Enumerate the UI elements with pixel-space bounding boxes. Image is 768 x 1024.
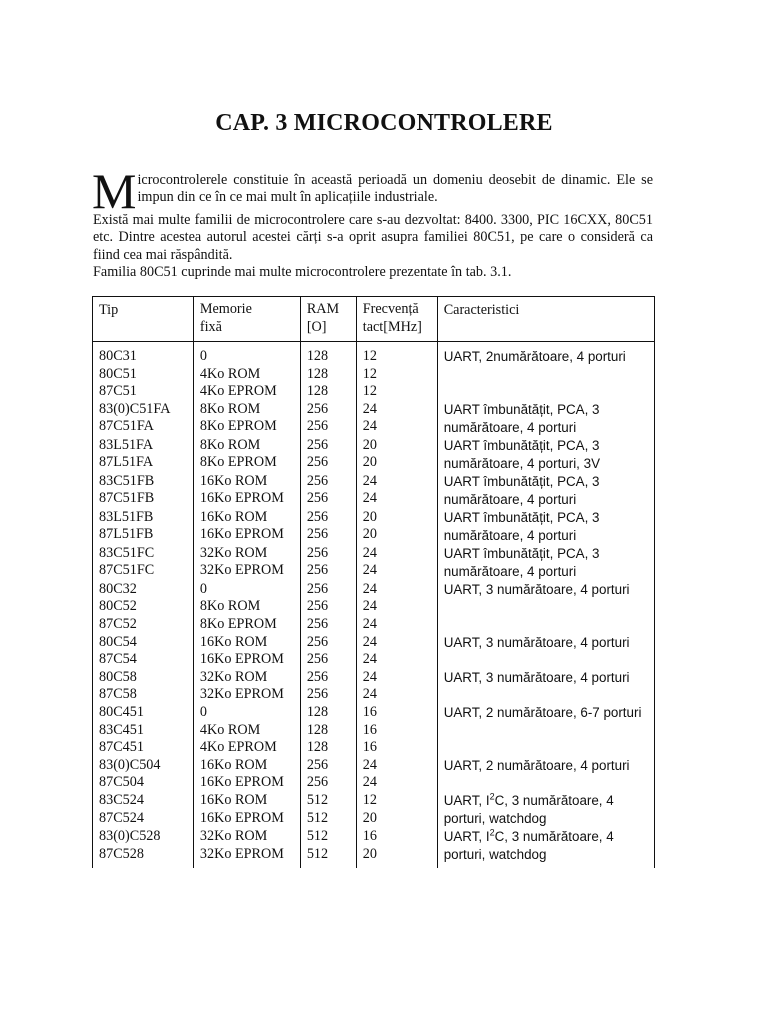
cell-value: 24 [362,418,377,435]
cell-value: 16Ko EPROM [199,490,284,507]
cell-value: 256 [306,756,329,773]
tip-cell [93,581,194,634]
frecventa-cell [356,545,437,581]
features-text: UART, 3 numărătoare, 4 porturi [443,634,630,650]
cell-value: 128 [306,348,329,364]
features-text: UART, $I^2C$, 3 numărătoare, 4 porturi, watchdog [443,791,614,826]
caracteristici-cell [437,757,654,792]
table-row [93,509,655,545]
memorie-cell [193,581,300,634]
frecventa-cell [356,792,437,828]
memorie-cell [193,401,300,437]
memorie-cell [193,509,300,545]
frecventa-cell [356,634,437,669]
cell-value: 16Ko ROM [199,508,268,525]
cell-value: 87C51FC [99,562,155,579]
cell-value: 128 [306,721,329,738]
ram-cell [300,669,356,704]
ram-cell [300,401,356,437]
tip-cell [93,545,194,581]
tip-cell [93,342,194,401]
frecventa-cell [356,757,437,792]
cell-value: 24 [362,633,377,650]
cell-value: 8Ko ROM [199,598,261,615]
cell-value: 16 [362,703,377,720]
table-row [93,437,655,473]
tip-cell [93,792,194,828]
cell-value: 4Ko EPROM [199,739,277,756]
header-caracteristici: Caracteristici [437,297,654,342]
cell-value: 512 [306,791,329,808]
caracteristici-cell [437,669,654,704]
cell-value: 4Ko EPROM [199,383,277,400]
cell-value: 24 [362,490,377,507]
cell-value: 16Ko EPROM [199,774,284,791]
cell-value: 87C51 [99,383,137,400]
cell-value: 24 [362,668,377,685]
cell-value: 83C51FB [99,472,155,489]
cell-value: 256 [306,651,329,668]
table-row [93,473,655,509]
cell-value: 12 [362,383,377,400]
cell-value: 512 [306,845,329,862]
memorie-cell [193,545,300,581]
cell-value: 16Ko ROM [199,633,268,650]
cell-value: 256 [306,472,329,489]
table-row [93,581,655,634]
frecventa-cell [356,669,437,704]
cell-value: 87C54 [99,651,137,668]
cell-value: 20 [362,526,377,543]
tip-cell [93,757,194,792]
tip-cell [93,828,194,868]
ram-cell [300,581,356,634]
cell-value: 8Ko EPROM [199,615,277,632]
cell-value: 16Ko EPROM [199,651,284,668]
cell-value: 8Ko EPROM [199,418,277,435]
tip-cell [93,473,194,509]
cell-value: 32Ko EPROM [199,845,284,862]
cell-value: 80C451 [99,703,144,720]
cell-value: 256 [306,400,329,417]
ram-cell [300,509,356,545]
ram-cell [300,634,356,669]
cell-value: 8Ko ROM [199,436,261,453]
cell-value: 32Ko ROM [199,827,268,844]
cell-value: 16 [362,827,377,844]
cell-value: 256 [306,668,329,685]
cell-value: 80C52 [99,598,137,615]
cell-value: 80C58 [99,668,137,685]
intro-paragraph-3: Familia 80C51 cuprinde mai multe microcontrolere prezentate în tab. 3.1. [93,264,512,281]
cell-value: 24 [362,615,377,632]
cell-value: 87C451 [99,739,144,756]
caracteristici-cell [437,545,654,581]
features-text: UART, $I^2C$, 3 numărătoare, 4 porturi, watchdog [443,827,614,862]
frecventa-cell [356,704,437,757]
cell-value: 12 [362,348,377,364]
cell-value: 24 [362,651,377,668]
page-title: CAP. 3 MICROCONTROLERE [215,110,553,136]
caracteristici-cell [437,634,654,669]
cell-value: 24 [362,562,377,579]
cell-value: 256 [306,418,329,435]
header-tip: Tip [93,297,194,342]
cell-value: 80C31 [99,348,137,364]
cell-value: 87C528 [99,845,144,862]
cell-value: 16Ko ROM [199,472,268,489]
cell-value: 87C504 [99,774,144,791]
cell-value: 20 [362,508,377,525]
cell-value: 256 [306,454,329,471]
table-row [93,342,655,401]
features-text: UART, 2 numărătoare, 6-7 porturi [443,704,642,720]
table-row [93,634,655,669]
features-text: UART, 2 numărătoare, 4 porturi [443,757,630,773]
cell-value: 16 [362,721,377,738]
features-text: UART îmbunătățit, PCA, 3 numărătoare, 4 porturi [443,509,600,543]
ram-cell [300,828,356,868]
cell-value: 12 [362,365,377,382]
frecventa-cell [356,401,437,437]
cell-value: 83(0)C51FA [99,400,171,417]
cell-value: 83(0)C504 [99,756,161,773]
cell-value: 87C58 [99,686,137,703]
memorie-cell [193,828,300,868]
cell-value: 24 [362,544,377,561]
features-text: UART, 3 numărătoare, 4 porturi [443,669,630,685]
microcontroller-table [92,296,655,868]
cell-value: 87C51FA [99,418,154,435]
intro-text [92,163,653,282]
table-row [93,757,655,792]
frecventa-cell [356,437,437,473]
cell-value: 128 [306,383,329,400]
features-text: UART, 3 numărătoare, 4 porturi [443,581,630,597]
header-ram: RAM [O] [300,297,356,342]
cell-value: 128 [306,739,329,756]
cell-value: 87C524 [99,809,144,826]
cell-value: 20 [362,436,377,453]
cell-value: 512 [306,827,329,844]
intro-paragraph-2: Există mai multe familii de microcontrolere care s-au dezvoltat: 8400. 3300, PIC 16CXX, 80C51 etc. Dintre acestea autorul acestei cărți s-a oprit asupra familiei 80C51, pe care o consideră ca fiind cea mai răspândită. [93,212,653,263]
table-row [93,545,655,581]
tip-cell [93,704,194,757]
caracteristici-cell [437,401,654,437]
cell-value: 83C451 [99,721,144,738]
drop-cap: M [92,163,137,219]
table-row [93,704,655,757]
table-row [93,828,655,868]
intro-paragraph-1: icrocontrolerele constituie în această perioadă un domeniu deosebit de dinamic. Ele se impun din ce în ce mai mult în aplicațiile industriale. [137,172,653,206]
ram-cell [300,437,356,473]
frecventa-cell [356,509,437,545]
features-text: UART îmbunătățit, PCA, 3 numărătoare, 4 porturi [443,473,600,507]
header-frecventa: Frecvență tact[MHz] [356,297,437,342]
cell-value: 256 [306,526,329,543]
features-text: UART, 2numărătoare, 4 porturi [443,349,626,364]
ram-cell [300,704,356,757]
features-text: UART îmbunătățit, PCA, 3 numărătoare, 4 porturi, 3V [443,437,600,471]
memorie-cell [193,669,300,704]
ram-cell [300,545,356,581]
cell-value: 8Ko ROM [199,400,261,417]
cell-value: 24 [362,472,377,489]
cell-value: 83L51FA [99,436,154,453]
cell-value: 83(0)C528 [99,827,161,844]
cell-value: 32Ko ROM [199,544,268,561]
cell-value: 128 [306,703,329,720]
caracteristici-cell [437,792,654,828]
tip-cell [93,634,194,669]
cell-value: 512 [306,809,329,826]
cell-value: 256 [306,562,329,579]
cell-value: 4Ko ROM [199,365,261,382]
ram-cell [300,757,356,792]
tip-cell [93,401,194,437]
caracteristici-cell [437,509,654,545]
cell-value: 8Ko EPROM [199,454,277,471]
frecventa-cell [356,473,437,509]
cell-value: 24 [362,400,377,417]
frecventa-cell [356,581,437,634]
memorie-cell [193,757,300,792]
cell-value: 256 [306,544,329,561]
cell-value: 80C51 [99,365,137,382]
cell-value: 256 [306,633,329,650]
frecventa-cell [356,828,437,868]
cell-value: 80C32 [99,580,137,597]
features-text: UART îmbunătățit, PCA, 3 numărătoare, 4 porturi [443,401,600,435]
cell-value: 256 [306,774,329,791]
cell-value: 24 [362,774,377,791]
cell-value: 256 [306,490,329,507]
ram-cell [300,342,356,401]
cell-value: 83C51FC [99,544,155,561]
cell-value: 256 [306,580,329,597]
cell-value: 24 [362,686,377,703]
cell-value: 256 [306,436,329,453]
cell-value: 83L51FB [99,508,154,525]
table-row [93,669,655,704]
ram-cell [300,792,356,828]
cell-value: 32Ko EPROM [199,562,284,579]
memorie-cell [193,342,300,401]
cell-value: 87C51FB [99,490,155,507]
cell-value: 80C54 [99,633,137,650]
memorie-cell [193,437,300,473]
tip-cell [93,509,194,545]
cell-value: 24 [362,756,377,773]
features-text: UART îmbunătățit, PCA, 3 numărătoare, 4 porturi [443,545,600,579]
memorie-cell [193,704,300,757]
cell-value: 32Ko ROM [199,668,268,685]
memorie-cell [193,473,300,509]
cell-value: 12 [362,791,377,808]
cell-value: 24 [362,580,377,597]
cell-value: 256 [306,598,329,615]
caracteristici-cell [437,473,654,509]
cell-value: 0 [199,703,207,720]
header-memorie: Memorie fixă [193,297,300,342]
cell-value: 20 [362,845,377,862]
caracteristici-cell [437,581,654,634]
cell-value: 20 [362,809,377,826]
cell-value: 87C52 [99,615,137,632]
cell-value: 0 [199,580,207,597]
cell-value: 256 [306,508,329,525]
cell-value: 20 [362,454,377,471]
table-row [93,401,655,437]
caracteristici-cell [437,342,654,401]
cell-value: 87L51FA [99,454,154,471]
cell-value: 16 [362,739,377,756]
caracteristici-cell [437,828,654,868]
frecventa-cell [356,342,437,401]
memorie-cell [193,792,300,828]
cell-value: 16Ko ROM [199,791,268,808]
cell-value: 16Ko ROM [199,756,268,773]
tip-cell [93,669,194,704]
cell-value: 16Ko EPROM [199,809,284,826]
cell-value: 256 [306,615,329,632]
cell-value: 87L51FB [99,526,154,543]
caracteristici-cell [437,704,654,757]
memorie-cell [193,634,300,669]
cell-value: 32Ko EPROM [199,686,284,703]
cell-value: 4Ko ROM [199,721,261,738]
caracteristici-cell [437,437,654,473]
cell-value: 256 [306,686,329,703]
cell-value: 128 [306,365,329,382]
cell-value: 83C524 [99,791,144,808]
table-header-row [93,297,655,342]
tip-cell [93,437,194,473]
cell-value: 0 [199,348,207,364]
table-row [93,792,655,828]
cell-value: 16Ko EPROM [199,526,284,543]
ram-cell [300,473,356,509]
cell-value: 24 [362,598,377,615]
